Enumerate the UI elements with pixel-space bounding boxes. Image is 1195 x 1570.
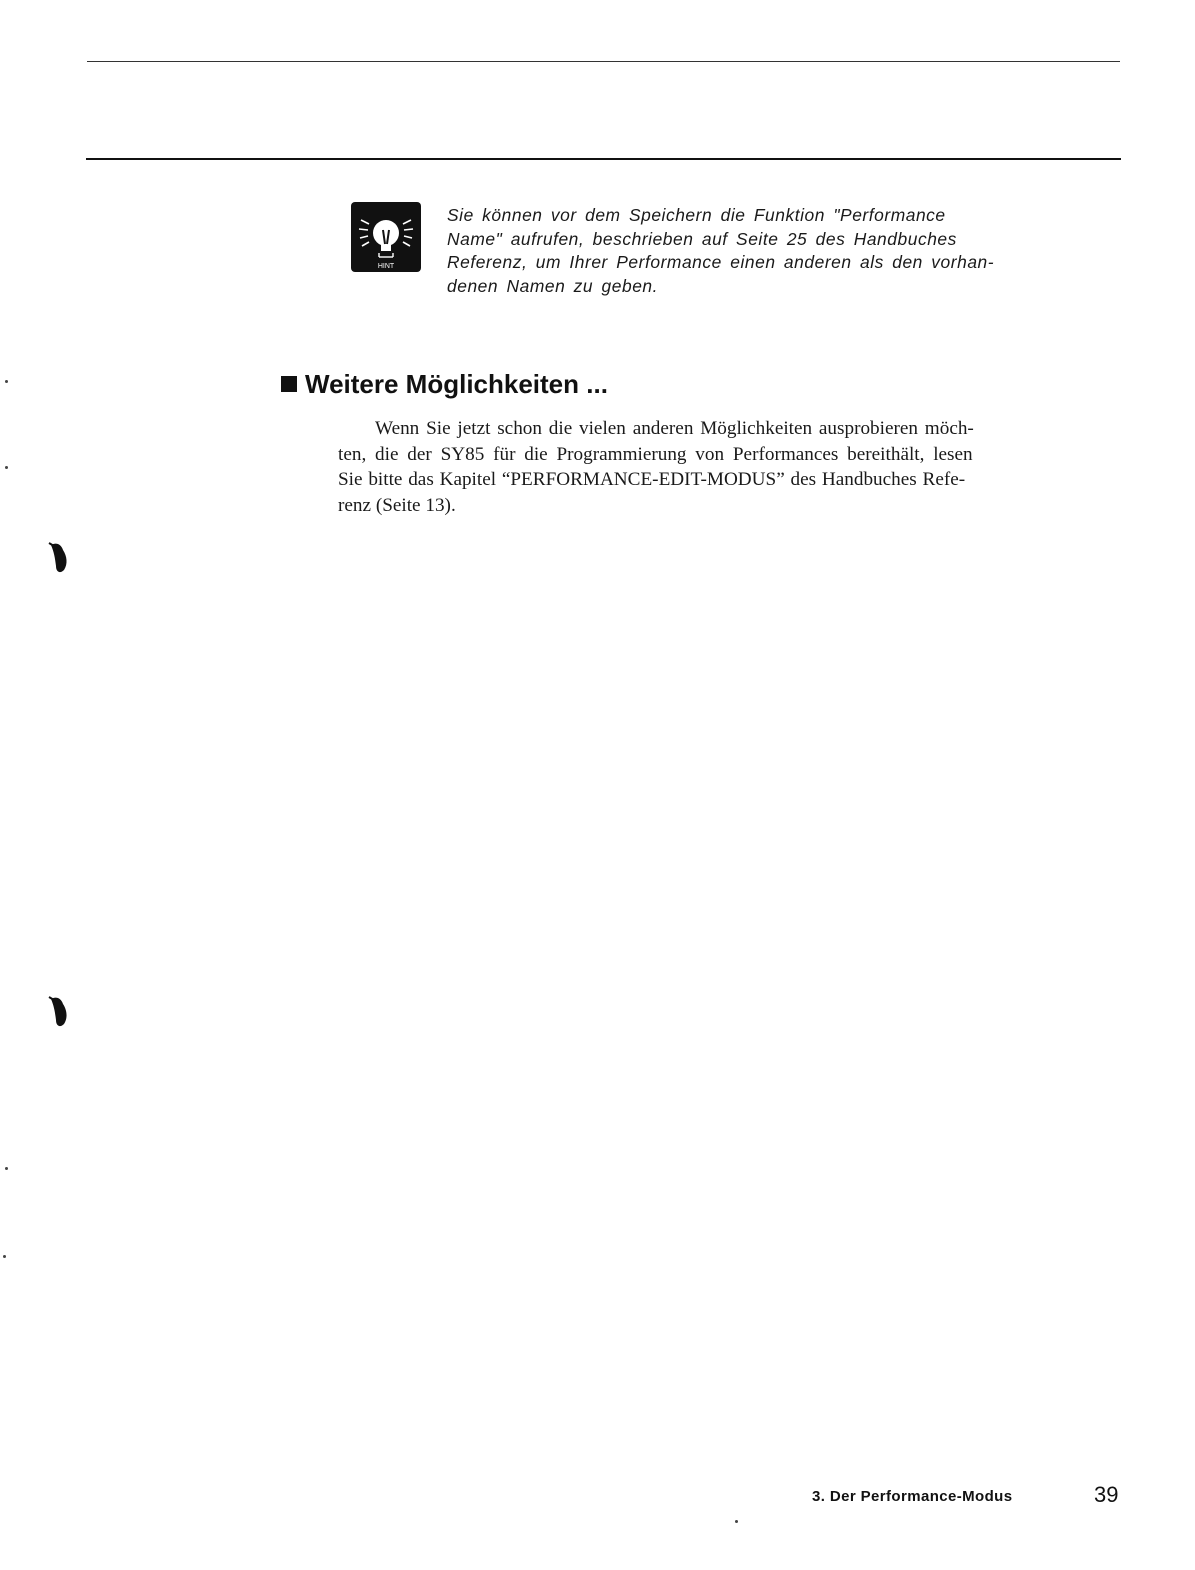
lightbulb-hint-icon bbox=[351, 202, 421, 272]
section-heading bbox=[281, 366, 608, 402]
hint-line: denen Namen zu geben. bbox=[447, 275, 659, 296]
scan-speck bbox=[5, 1167, 8, 1170]
scan-speck bbox=[5, 380, 8, 383]
header-rule-thin bbox=[87, 61, 1120, 62]
body-line: renz (Seite 13). bbox=[338, 494, 456, 516]
hint-line: Sie können vor dem Speichern die Funktion "Performance bbox=[447, 205, 946, 225]
hint-text bbox=[447, 204, 995, 298]
body-paragraph bbox=[338, 416, 1083, 518]
hint-line: Name" aufrufen, beschrieben auf Seite 25 des Handbuches bbox=[447, 228, 957, 249]
body-line: Wenn Sie jetzt schon die vielen anderen Möglichkeiten ausprobieren möch- bbox=[375, 418, 974, 439]
body-line: ten, die der SY85 für die Programmierung von Performances bereithält, lesen bbox=[338, 443, 973, 465]
scan-speck bbox=[3, 1255, 6, 1258]
binding-hole-mark bbox=[48, 540, 70, 574]
body-line: Sie bitte das Kapitel “PERFORMANCE-EDIT-MODUS” des Handbuches Refe- bbox=[338, 469, 966, 490]
section-heading-text: Weitere Möglichkeiten ... bbox=[305, 369, 608, 399]
page-number: 39 bbox=[1094, 1482, 1119, 1507]
footer-chapter-title: 3. Der Performance-Modus bbox=[812, 1488, 1013, 1505]
scan-speck bbox=[5, 466, 8, 469]
hint-line: Referenz, um Ihrer Performance einen anderen als den vorhan- bbox=[447, 252, 995, 272]
hint-icon-label: HINT bbox=[377, 263, 395, 270]
square-bullet-icon bbox=[281, 376, 297, 392]
scan-speck bbox=[735, 1520, 738, 1523]
binding-hole-mark bbox=[48, 994, 70, 1028]
header-rule bbox=[86, 158, 1121, 160]
